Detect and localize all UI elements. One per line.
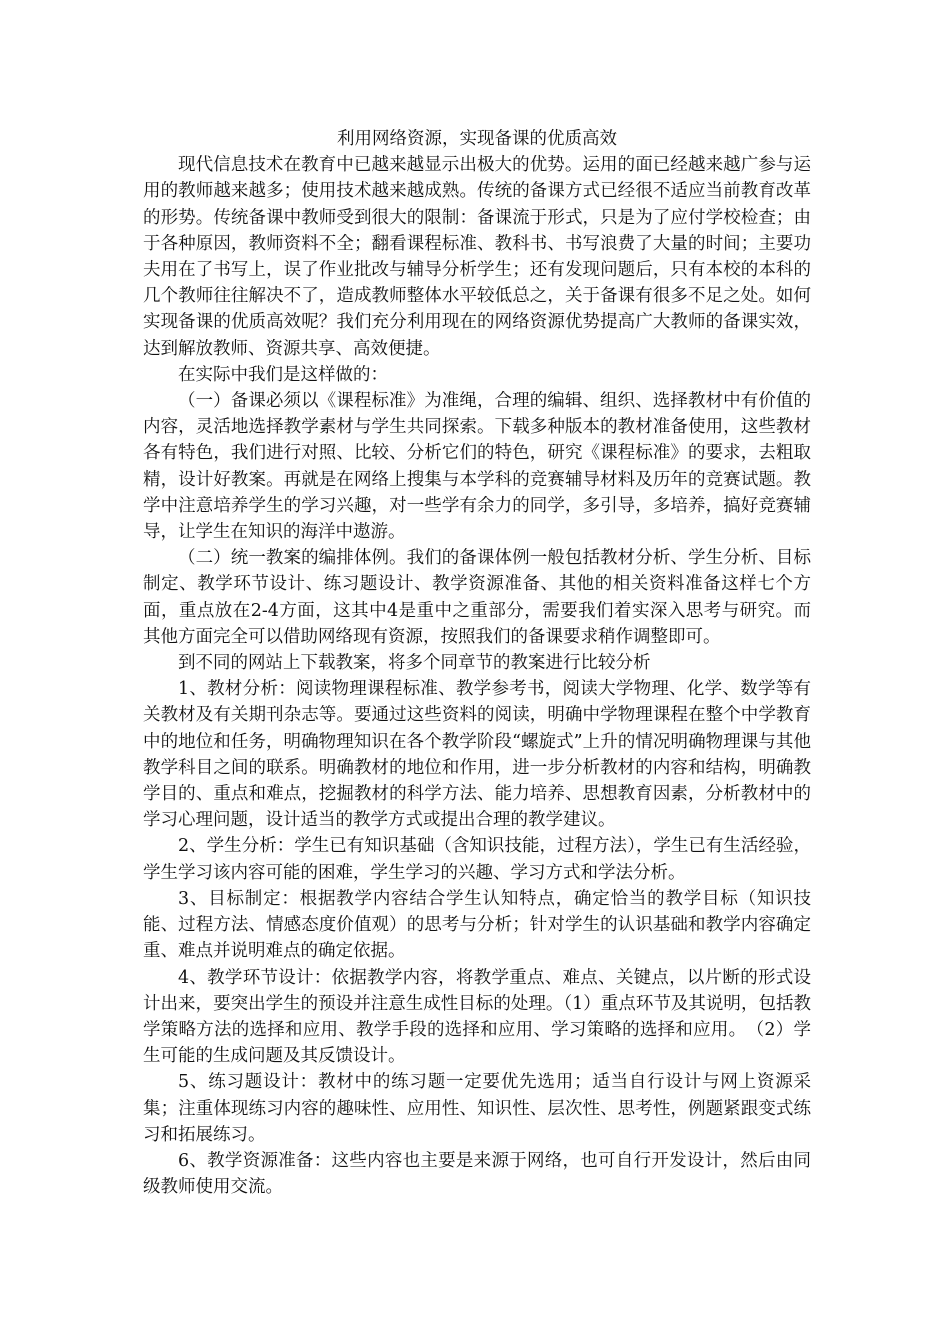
paragraph-section-2: （二）统一教案的编排体例。我们的备课体例一般包括教材分析、学生分析、目标制定、教学环节设计、练习题设计、教学资源准备、其他的相关资料准备这样七个方面，重点放在2-4方面，这其中4是重中之重部分，需要我们着实深入思考与研究。而其他方面完全可以借助网络现有资源，按照我们的备课要求稍作调整即可。	[143, 548, 811, 647]
paragraph-item-4: 4、教学环节设计：依据教学内容，将教学重点、难点、关键点，以片断的形式设计出来，要突出学生的预设并注意生成性目标的处理。（1）重点环节及其说明，包括教学策略方法的选择和应用、教学手段的选择和应用、学习策略的选择和应用。 （2）学生可能的生成问题及其反馈设计。	[143, 967, 811, 1067]
paragraph-item-3: 3、目标制定：根据教学内容结合学生认知特点，确定恰当的教学目标（知识技能、过程方法、情感态度价值观）的思考与分析；针对学生的认识基础和教学内容确定重、难点并说明难点的确定依据。	[143, 888, 811, 962]
paragraph-intro: 现代信息技术在教育中已越来越显示出极大的优势。运用的面已经越来越广参与运用的教师越来越多；使用技术越来越成熟。传统的备课方式已经很不适应当前教育改革的形势。传统备课中教师受到很大的限制：备课流于形式，只是为了应付学校检查；由于各种原因，教师资料不全；翻看课程标准、教科书、书写浪费了大量的时间；主要功夫用在了书写上，误了作业批改与辅导分析学生；还有发现问题后，只有本校的本科的几个教师往往解决不了，造成教师整体水平较低总之，关于备课有很多不足之处。如何实现备课的优质高效呢？我们充分利用现在的网络资源优势提高广大教师的备课实效，达到解放教师、资源共享、高效便捷。	[143, 155, 811, 359]
paragraph-section-1: （一）备课必须以《课程标准》为准绳，合理的编辑、组织、选择教材中有价值的内容，灵活地选择教学素材与学生共同探索。下载多种版本的教材准备使用，这些教材各有特色，我们进行对照、比较、分析它们的特色，研究《课程标准》的要求，去粗取精，设计好教案。再就是在网络上搜集与本学科的竞赛辅导材料及历年的竞赛试题。教学中注意培养学生的学习兴趣，对一些学有余力的同学，多引导，多培养，搞好竞赛辅导，让学生在知识的海洋中遨游。	[143, 391, 811, 543]
paragraph-item-5: 5、练习题设计：教材中的练习题一定要优先选用；适当自行设计与网上资源采集；注重体现练习内容的趣味性、应用性、知识性、层次性、思考性，例题紧跟变式练习和拓展练习。	[143, 1072, 811, 1145]
paragraph-item-1: 1、教材分析：阅读物理课程标准、教学参考书，阅读大学物理、化学、数学等有关教材及有关期刊杂志等。要通过这些资料的阅读，明确中学物理课程在整个中学教育中的地位和任务，明确物理知识在各个教学阶段“螺旋式”上升的情况明确物理课与其他教学科目之间的联系。明确教材的地位和作用，进一步分析教材的内容和结构，明确教学目的、重点和难点，挖掘教材的科学方法、能力培养、思想教育因素，分析教材中的学习心理问题，设计适当的教学方式或提出合理的教学建议。	[143, 679, 811, 831]
document-body	[143, 126, 811, 1200]
document-title: 利用网络资源，实现备课的优质高效	[337, 129, 617, 149]
paragraph-practice-lead: 在实际中我们是这样做的：	[178, 364, 388, 385]
paragraph-item-2: 2、学生分析：学生已有知识基础（含知识技能，过程方法），学生已有生活经验，学生学习该内容可能的困难，学生学习的兴趣、学习方式和学法分析。	[143, 836, 811, 883]
paragraph-item-6: 6、教学资源准备：这些内容也主要是来源于网络，也可自行开发设计，然后由同级教师使用交流。	[143, 1150, 811, 1198]
paragraph-download-note: 到不同的网站上下载教案，将多个同章节的教案进行比较分析	[178, 653, 651, 674]
